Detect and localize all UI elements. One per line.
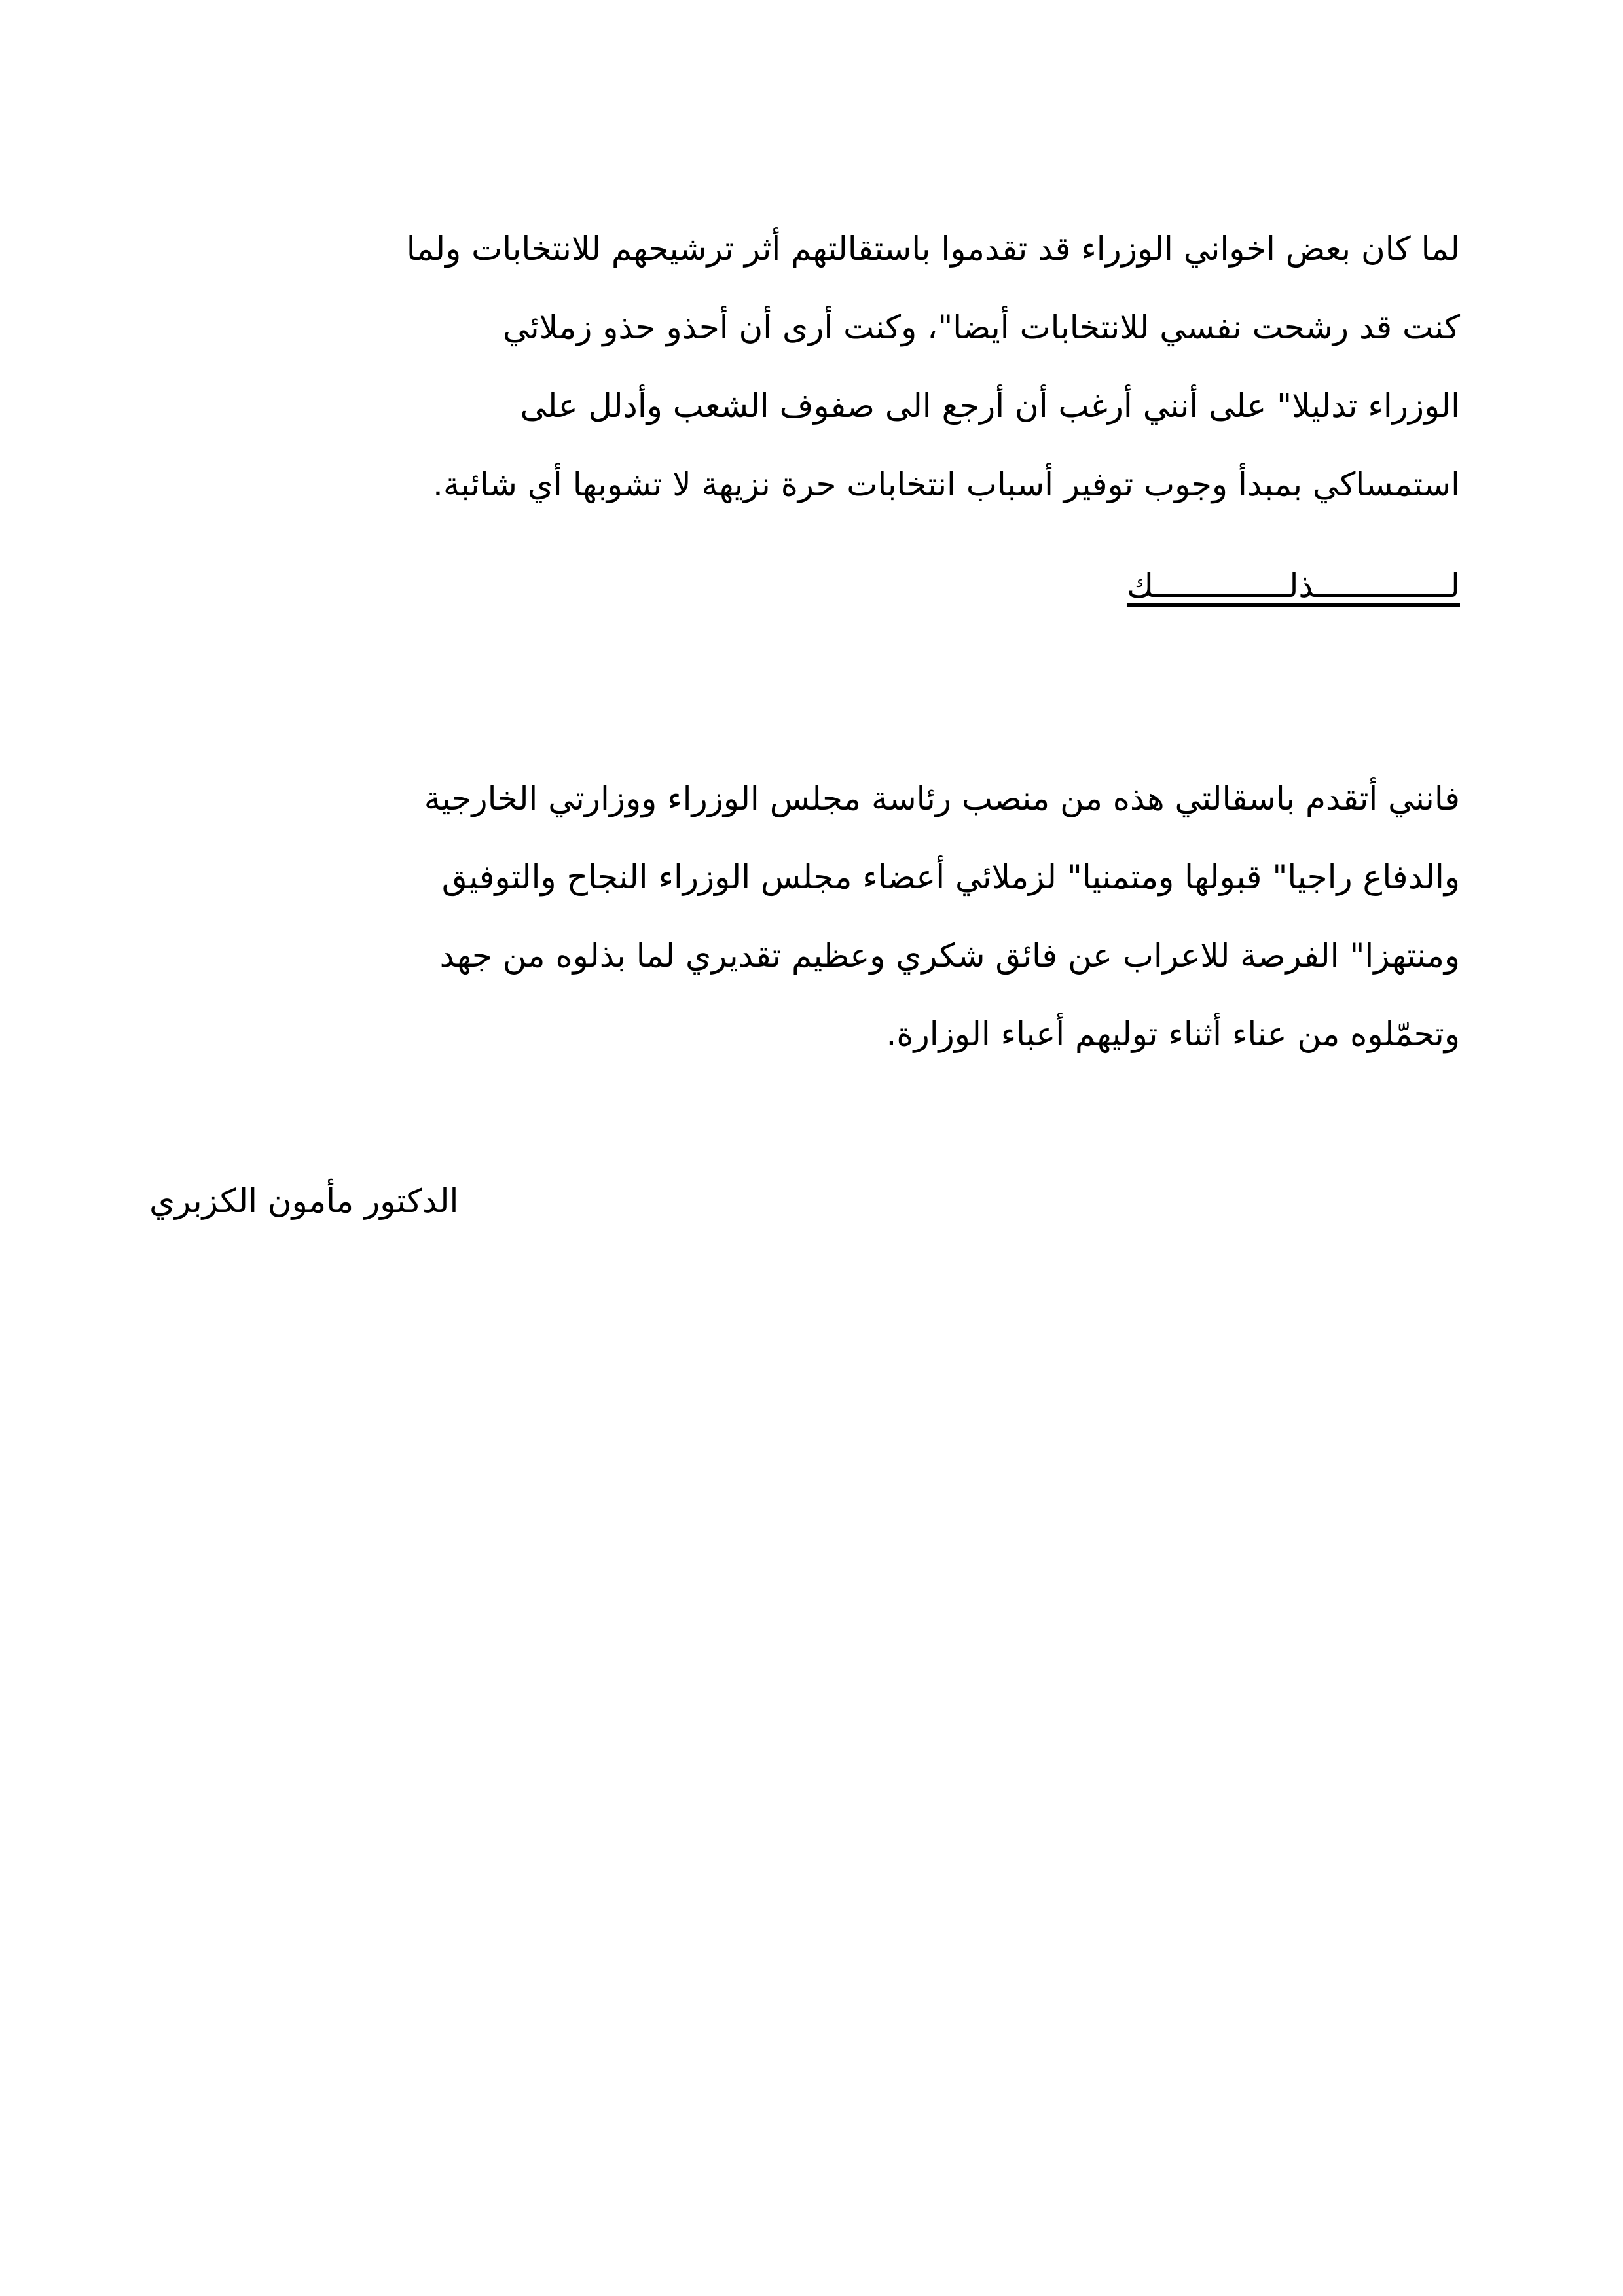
paragraph-line: فانني أتقدم باسقالتي هذه من منصب رئاسة مجلس الوزراء ووزارتي الخارجية: [424, 780, 1460, 817]
paragraph-resignation: [223, 759, 1460, 1073]
paragraph-line: لما كان بعض اخواني الوزراء قد تقدموا باستقالتهم أثر ترشيحهم للانتخابات ولما: [406, 230, 1460, 268]
signature: الدكتور مأمون الكزبري: [149, 1182, 459, 1220]
section-heading: لــــــــــــــذلــــــــــــــك: [1126, 567, 1460, 605]
paragraph-line: كنت قد رشحت نفسي للانتخابات أيضا"، وكنت أرى أن أحذو حذو زملائي: [503, 308, 1460, 346]
paragraph-line: استمساكي بمبدأ وجوب توفير أسباب انتخابات حرة نزيهة لا تشوبها أي شائبة.: [433, 465, 1460, 503]
paragraph-line: ومنتهزا" الفرصة للاعراب عن فائق شكري وعظيم تقديري لما بذلوه من جهد: [439, 937, 1460, 975]
paragraph-line: وتحمّلوه من عناء أثناء توليهم أعباء الوزارة.: [886, 1015, 1460, 1053]
paragraph-intro: [223, 209, 1460, 524]
paragraph-line: والدفاع راجيا" قبولها ومتمنيا" لزملائي أعضاء مجلس الوزراء النجاح والتوفيق: [441, 858, 1460, 896]
paragraph-line: الوزراء تدليلا" على أنني أرغب أن أرجع الى صفوف الشعب وأدلل على: [520, 387, 1460, 425]
